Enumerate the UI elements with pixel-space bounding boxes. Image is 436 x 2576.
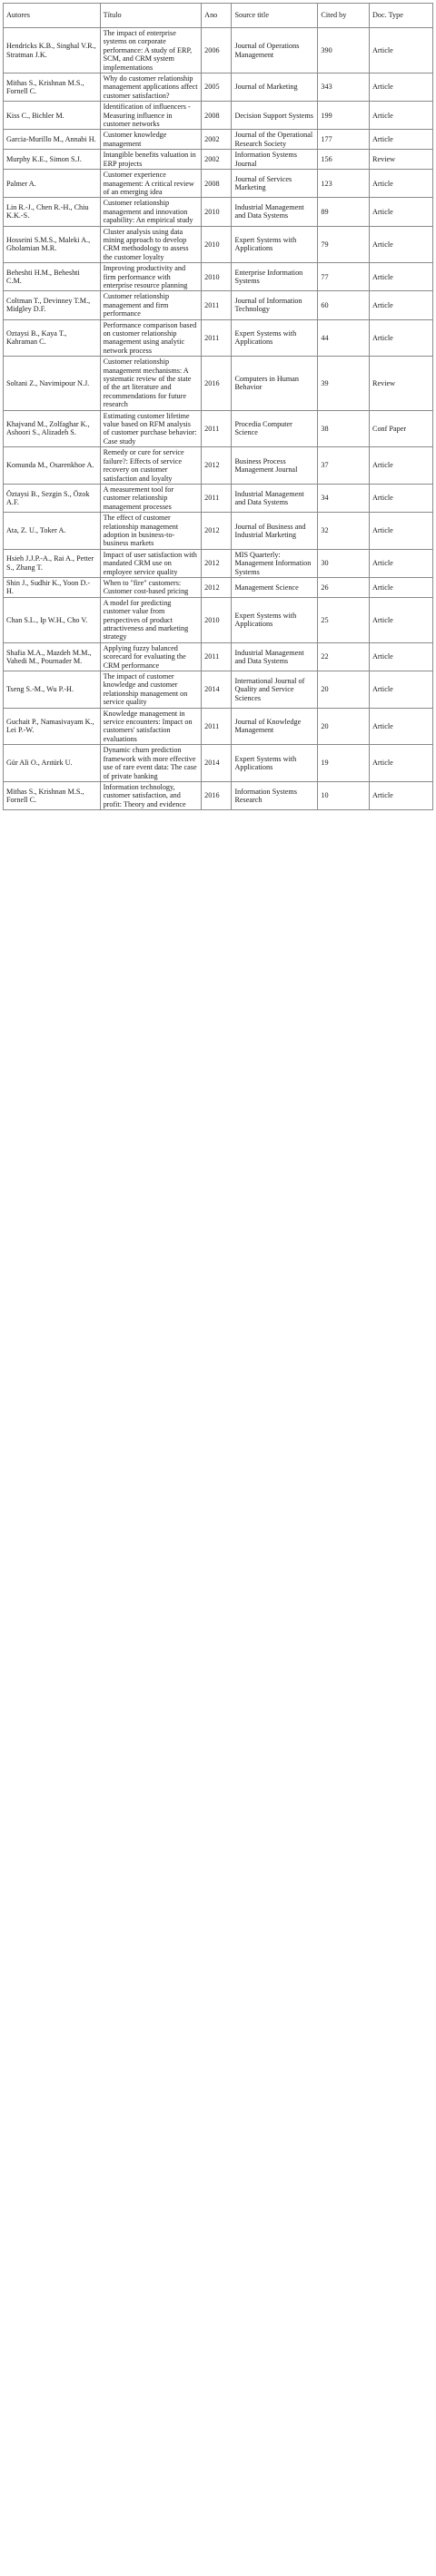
- cell-doc-type: Article: [370, 170, 433, 198]
- table-row: [4, 671, 433, 709]
- cell-source-title: Expert Systems with Applications: [232, 319, 318, 357]
- cell-authors: Gür Ali O., Arıtürk U.: [4, 745, 101, 782]
- cell-cited-by: 390: [318, 28, 370, 73]
- table-row: [4, 73, 433, 102]
- cell-year: 2016: [202, 781, 232, 809]
- cell-doc-type: Article: [370, 513, 433, 550]
- cell-cited-by: 123: [318, 170, 370, 198]
- cell-title: Customer relationship management and firm performance: [100, 291, 202, 319]
- table-row: [4, 484, 433, 512]
- cell-doc-type: Article: [370, 226, 433, 263]
- cell-cited-by: 39: [318, 357, 370, 410]
- cell-doc-type: Article: [370, 577, 433, 597]
- cell-cited-by: 30: [318, 549, 370, 577]
- table-row: [4, 513, 433, 550]
- table-row: [4, 319, 433, 357]
- cell-source-title: Journal of Services Marketing: [232, 170, 318, 198]
- cell-authors: Garcia-Murillo M., Annabi H.: [4, 130, 101, 150]
- cell-doc-type: Article: [370, 73, 433, 102]
- cell-source-title: International Journal of Quality and Service Sciences: [232, 671, 318, 709]
- cell-cited-by: 38: [318, 410, 370, 447]
- cell-year: 2006: [202, 28, 232, 73]
- cell-year: 2011: [202, 642, 232, 671]
- cell-doc-type: Review: [370, 357, 433, 410]
- cell-source-title: Management Science: [232, 577, 318, 597]
- cell-cited-by: 22: [318, 642, 370, 671]
- header-doc-type: Doc. Type: [370, 4, 433, 28]
- cell-title: A measurement tool for customer relationship management processes: [100, 484, 202, 512]
- cell-source-title: Expert Systems with Applications: [232, 226, 318, 263]
- cell-year: 2012: [202, 577, 232, 597]
- cell-doc-type: Article: [370, 291, 433, 319]
- cell-cited-by: 156: [318, 150, 370, 170]
- cell-doc-type: Article: [370, 130, 433, 150]
- cell-authors: Komunda M., Osarenkhoe A.: [4, 447, 101, 485]
- table-row: [4, 150, 433, 170]
- table-row: [4, 198, 433, 226]
- table-row: [4, 708, 433, 745]
- cell-doc-type: Article: [370, 28, 433, 73]
- table-row: [4, 226, 433, 263]
- cell-cited-by: 26: [318, 577, 370, 597]
- cell-cited-by: 32: [318, 513, 370, 550]
- cell-source-title: Information Systems Research: [232, 781, 318, 809]
- cell-doc-type: Article: [370, 549, 433, 577]
- table-row: [4, 745, 433, 782]
- cell-title: Customer relationship management mechanisms: A systematic review of the state of the art literature and recommendations for future research: [100, 357, 202, 410]
- cell-year: 2002: [202, 130, 232, 150]
- table-row: [4, 597, 433, 642]
- cell-doc-type: Article: [370, 642, 433, 671]
- cell-title: Impact of user satisfaction with mandated CRM use on employee service quality: [100, 549, 202, 577]
- cell-source-title: Expert Systems with Applications: [232, 745, 318, 782]
- cell-authors: Khajvand M., Zolfaghar K., Ashoori S., Alizadeh S.: [4, 410, 101, 447]
- cell-authors: Hendricks K.B., Singhal V.R., Stratman J.K.: [4, 28, 101, 73]
- cell-authors: Oztaysi B., Kaya T., Kahraman C.: [4, 319, 101, 357]
- table-row: [4, 549, 433, 577]
- cell-year: 2011: [202, 410, 232, 447]
- cell-authors: Tseng S.-M., Wu P.-H.: [4, 671, 101, 709]
- cell-title: Identification of influencers - Measuring influence in customer networks: [100, 102, 202, 130]
- table-row: [4, 447, 433, 485]
- cell-title: Applying fuzzy balanced scorecard for evaluating the CRM performance: [100, 642, 202, 671]
- cell-year: 2014: [202, 745, 232, 782]
- cell-authors: Coltman T., Devinney T.M., Midgley D.F.: [4, 291, 101, 319]
- cell-source-title: Journal of Information Technology: [232, 291, 318, 319]
- cell-year: 2010: [202, 597, 232, 642]
- cell-source-title: Computers in Human Behavior: [232, 357, 318, 410]
- cell-doc-type: Article: [370, 671, 433, 709]
- cell-cited-by: 25: [318, 597, 370, 642]
- cell-authors: Soltani Z., Navimipour N.J.: [4, 357, 101, 410]
- cell-title: Why do customer relationship management applications affect customer satisfaction?: [100, 73, 202, 102]
- table-row: [4, 642, 433, 671]
- cell-doc-type: Article: [370, 102, 433, 130]
- cell-authors: Hsieh J.J.P.-A., Rai A., Petter S., Zhang T.: [4, 549, 101, 577]
- cell-authors: Beheshti H.M., Beheshti C.M.: [4, 263, 101, 291]
- cell-title: Information technology, customer satisfaction, and profit: Theory and evidence: [100, 781, 202, 809]
- cell-doc-type: Article: [370, 597, 433, 642]
- table-row: [4, 410, 433, 447]
- cell-cited-by: 199: [318, 102, 370, 130]
- table-row: [4, 781, 433, 809]
- cell-year: 2012: [202, 447, 232, 485]
- cell-year: 2008: [202, 102, 232, 130]
- cell-cited-by: 19: [318, 745, 370, 782]
- table-body: [4, 28, 433, 810]
- cell-year: 2016: [202, 357, 232, 410]
- table-row: [4, 291, 433, 319]
- header-authors: Autores: [4, 4, 101, 28]
- cell-authors: Ata, Z. U., Toker A.: [4, 513, 101, 550]
- cell-title: Customer experience management: A critical review of an emerging idea: [100, 170, 202, 198]
- cell-source-title: Industrial Management and Data Systems: [232, 198, 318, 226]
- cell-source-title: Journal of Knowledge Management: [232, 708, 318, 745]
- cell-doc-type: Article: [370, 263, 433, 291]
- cell-authors: Murphy K.E., Simon S.J.: [4, 150, 101, 170]
- cell-authors: Öztaysi B., Sezgin S., Özok A.F.: [4, 484, 101, 512]
- cell-authors: Lin R.-J., Chen R.-H., Chiu K.K.-S.: [4, 198, 101, 226]
- header-source-title: Source title: [232, 4, 318, 28]
- cell-authors: Guchait P., Namasivayam K., Lei P.-W.: [4, 708, 101, 745]
- cell-authors: Mithas S., Krishnan M.S., Fornell C.: [4, 781, 101, 809]
- header-year: Ano: [202, 4, 232, 28]
- cell-year: 2012: [202, 513, 232, 550]
- cell-source-title: Decision Support Systems: [232, 102, 318, 130]
- cell-source-title: Procedia Computer Science: [232, 410, 318, 447]
- cell-title: A model for predicting customer value from perspectives of product attractiveness and marketing strategy: [100, 597, 202, 642]
- cell-doc-type: Article: [370, 745, 433, 782]
- cell-doc-type: Article: [370, 319, 433, 357]
- cell-title: Estimating customer lifetime value based on RFM analysis of customer purchase behavior: Case study: [100, 410, 202, 447]
- cell-cited-by: 343: [318, 73, 370, 102]
- references-table-container: [3, 3, 433, 810]
- cell-year: 2014: [202, 671, 232, 709]
- cell-source-title: Journal of Operations Management: [232, 28, 318, 73]
- cell-authors: Chan S.L., Ip W.H., Cho V.: [4, 597, 101, 642]
- cell-cited-by: 20: [318, 708, 370, 745]
- cell-source-title: Business Process Management Journal: [232, 447, 318, 485]
- cell-doc-type: Article: [370, 447, 433, 485]
- header-row: [4, 4, 433, 28]
- cell-title: The impact of enterprise systems on corporate performance: A study of ERP, SCM, and CRM system implementations: [100, 28, 202, 73]
- cell-authors: Shafia M.A., Mazdeh M.M., Vahedi M., Pournader M.: [4, 642, 101, 671]
- table-row: [4, 130, 433, 150]
- cell-year: 2008: [202, 170, 232, 198]
- table-row: [4, 170, 433, 198]
- cell-title: Dynamic churn prediction framework with more effective use of rare event data: The case of private banking: [100, 745, 202, 782]
- cell-year: 2012: [202, 549, 232, 577]
- cell-cited-by: 44: [318, 319, 370, 357]
- cell-cited-by: 10: [318, 781, 370, 809]
- cell-cited-by: 60: [318, 291, 370, 319]
- cell-year: 2011: [202, 291, 232, 319]
- cell-title: Knowledge management in service encounters: Impact on customers' satisfaction evaluations: [100, 708, 202, 745]
- cell-year: 2011: [202, 484, 232, 512]
- cell-doc-type: Article: [370, 708, 433, 745]
- cell-cited-by: 37: [318, 447, 370, 485]
- cell-year: 2011: [202, 708, 232, 745]
- cell-year: 2010: [202, 198, 232, 226]
- cell-title: Cluster analysis using data mining approach to develop CRM methodology to assess the customer loyalty: [100, 226, 202, 263]
- cell-cited-by: 34: [318, 484, 370, 512]
- cell-doc-type: Review: [370, 150, 433, 170]
- table-row: [4, 263, 433, 291]
- cell-cited-by: 77: [318, 263, 370, 291]
- cell-year: 2002: [202, 150, 232, 170]
- table-row: [4, 102, 433, 130]
- cell-source-title: Journal of the Operational Research Society: [232, 130, 318, 150]
- cell-source-title: Industrial Management and Data Systems: [232, 642, 318, 671]
- cell-year: 2010: [202, 226, 232, 263]
- cell-source-title: Information Systems Journal: [232, 150, 318, 170]
- table-row: [4, 28, 433, 73]
- cell-year: 2010: [202, 263, 232, 291]
- cell-doc-type: Article: [370, 198, 433, 226]
- cell-year: 2005: [202, 73, 232, 102]
- cell-title: Customer knowledge management: [100, 130, 202, 150]
- cell-authors: Kiss C., Bichler M.: [4, 102, 101, 130]
- cell-source-title: MIS Quarterly: Management Information Systems: [232, 549, 318, 577]
- cell-doc-type: Article: [370, 781, 433, 809]
- table-row: [4, 577, 433, 597]
- cell-source-title: Enterprise Information Systems: [232, 263, 318, 291]
- cell-source-title: Industrial Management and Data Systems: [232, 484, 318, 512]
- cell-authors: Palmer A.: [4, 170, 101, 198]
- header-title: Título: [100, 4, 202, 28]
- cell-source-title: Journal of Business and Industrial Marketing: [232, 513, 318, 550]
- header-cited-by: Cited by: [318, 4, 370, 28]
- references-table: [3, 3, 433, 810]
- cell-cited-by: 20: [318, 671, 370, 709]
- cell-cited-by: 79: [318, 226, 370, 263]
- cell-title: Performance comparison based on customer relationship management using analytic network process: [100, 319, 202, 357]
- cell-title: Remedy or cure for service failure?: Effects of service recovery on customer satisfaction and loyalty: [100, 447, 202, 485]
- cell-doc-type: Conf Paper: [370, 410, 433, 447]
- cell-year: 2011: [202, 319, 232, 357]
- cell-title: Customer relationship management and innovation capability: An empirical study: [100, 198, 202, 226]
- cell-authors: Hosseini S.M.S., Maleki A., Gholamian M.R.: [4, 226, 101, 263]
- cell-doc-type: Article: [370, 484, 433, 512]
- cell-title: Intangible benefits valuation in ERP projects: [100, 150, 202, 170]
- cell-cited-by: 177: [318, 130, 370, 150]
- cell-source-title: Journal of Marketing: [232, 73, 318, 102]
- cell-source-title: Expert Systems with Applications: [232, 597, 318, 642]
- cell-authors: Shin J., Sudhir K., Yoon D.-H.: [4, 577, 101, 597]
- cell-title: The effect of customer relationship management adoption in business-to-business markets: [100, 513, 202, 550]
- cell-authors: Mithas S., Krishnan M.S., Fornell C.: [4, 73, 101, 102]
- table-row: [4, 357, 433, 410]
- cell-title: Improving productivity and firm performance with enterprise resource planning: [100, 263, 202, 291]
- cell-title: When to "fire" customers: Customer cost-based pricing: [100, 577, 202, 597]
- cell-cited-by: 89: [318, 198, 370, 226]
- cell-title: The impact of customer knowledge and customer relationship management on service quality: [100, 671, 202, 709]
